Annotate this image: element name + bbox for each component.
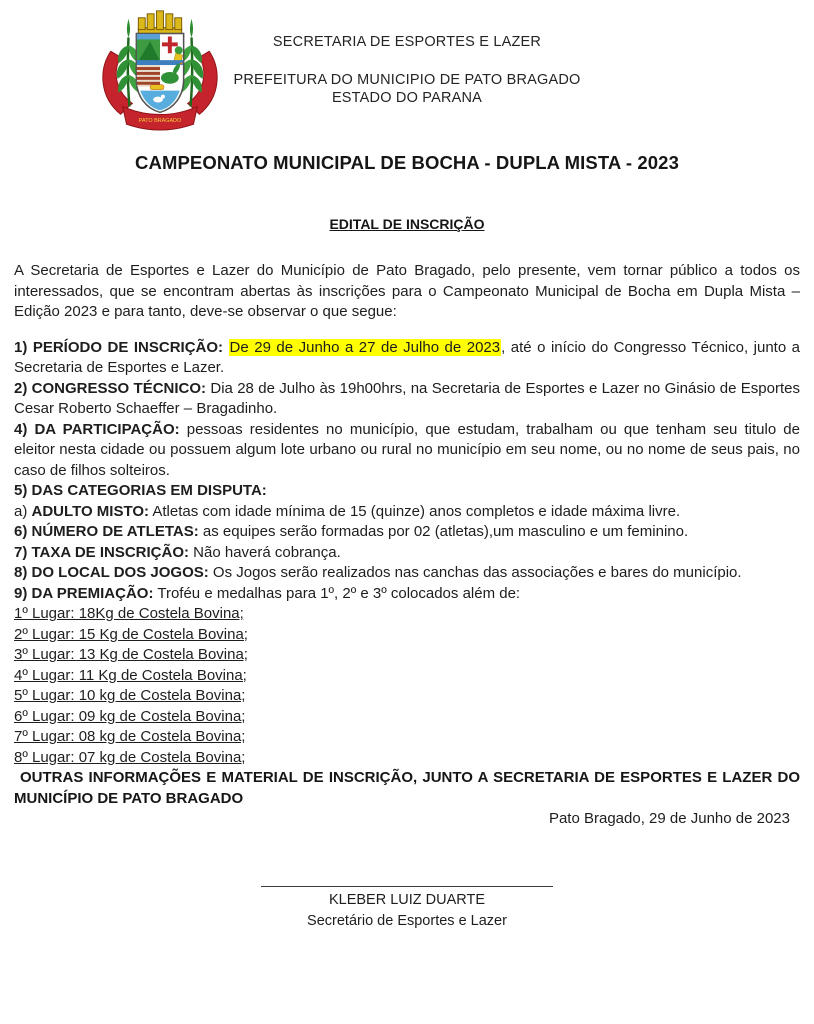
prize-text: 7º Lugar: 08 kg de Costela Bovina; (14, 728, 246, 745)
document-title: CAMPEONATO MUNICIPAL DE BOCHA - DUPLA MISTA - 2023 (135, 152, 679, 173)
prize-line-1 (14, 604, 800, 625)
item-text: Atletas com idade mínima de 15 (quinze) anos completos e idade máxima livre. (149, 502, 681, 520)
item-text: Não haverá cobrança. (189, 543, 341, 561)
intro-paragraph: A Secretaria de Esportes e Lazer do Município de Pato Bragado, pelo presente, vem tornar público a todos os interessados, que se encontram abertas às inscrições para o Campeonato Municipal de Bocha em Dupla Mista – Edição 2023 e para tanto, deve-se observar o que segue: (14, 262, 800, 320)
org-name-prefeitura: PREFEITURA DO MUNICIPIO DE PATO BRAGADO (233, 72, 581, 88)
prize-line-6 (14, 707, 800, 728)
signatory-name: KLEBER LUIZ DUARTE (328, 891, 486, 908)
item-congresso-tecnico (14, 379, 800, 420)
item-text: Dia 28 de Julho às 19h00hrs, na Secretaria de Esportes e Lazer no Ginásio de Esportes Cesar Roberto Schaeffer – Bragadinho. (14, 379, 800, 417)
prize-text: 4º Lugar: 11 Kg de Costela Bovina; (14, 666, 247, 684)
item-label: 4) DA PARTICIPAÇÃO: (14, 420, 180, 438)
prize-text: 3º Lugar: 13 Kg de Costela Bovina; (14, 646, 248, 663)
item-prefix: a) (14, 502, 32, 520)
municipal-crest-logo (95, 2, 225, 136)
item-adulto-misto (14, 502, 800, 523)
item-participacao (14, 420, 800, 482)
item-premiacao (14, 584, 800, 605)
prize-text: 2º Lugar: 15 Kg de Costela Bovina; (14, 625, 248, 643)
prize-line-5 (14, 686, 800, 707)
prize-text: 8º Lugar: 07 kg de Costela Bovina; (14, 748, 246, 766)
signature-block (14, 886, 800, 932)
document-header (0, 0, 814, 138)
item-label: 7) TAXA DE INSCRIÇÃO: (14, 543, 190, 561)
item-numero-atletas (14, 522, 800, 543)
prize-line-4 (14, 666, 800, 687)
item-text: pessoas residentes no município, que estudam, trabalham ou que tenham seu titulo de eleitor nesta cidade ou possuem algum lote urbano ou rural no município em seu nome, ou no nome de seus pais, no caso de filhos solteiros. (14, 420, 800, 479)
item-taxa-inscricao (14, 543, 800, 564)
item-categorias-disputa (14, 481, 800, 502)
info-note: OUTRAS INFORMAÇÕES E MATERIAL DE INSCRIÇÃO, JUNTO A SECRETARIA DE ESPORTES E LAZER DO MUNICÍPIO DE PATO BRAGADO (14, 769, 800, 807)
item-label: 6) NÚMERO DE ATLETAS: (14, 523, 199, 540)
item-label: 9) DA PREMIAÇÃO: (14, 584, 154, 602)
highlighted-inscription-period: De 29 de Junho a 27 de Julho de 2023 (229, 338, 501, 356)
org-name-secretaria: SECRETARIA DE ESPORTES E LAZER (272, 34, 542, 50)
item-label: 8) DO LOCAL DOS JOGOS: (14, 564, 209, 581)
prize-line-3 (14, 645, 800, 666)
item-label: ADULTO MISTO: (31, 502, 150, 520)
item-text: Os Jogos serão realizados nas canchas das associações e bares do município. (208, 564, 742, 581)
item-text: , até o início do Congresso Técnico, junto a Secretaria de Esportes e Lazer. (14, 338, 801, 376)
date-line: Pato Bragado, 29 de Junho de 2023 (548, 810, 790, 827)
item-label: 1) PERÍODO DE INSCRIÇÃO: (14, 338, 224, 356)
edict-items (14, 338, 800, 605)
prize-line-8 (14, 748, 800, 769)
signatory-role: Secretário de Esportes e Lazer (307, 912, 507, 929)
org-name-estado: ESTADO DO PARANA (331, 90, 483, 106)
edict-heading-wrap (0, 216, 814, 234)
item-periodo-inscricao (14, 338, 800, 379)
prize-text: 6º Lugar: 09 kg de Costela Bovina; (14, 707, 246, 725)
prize-text: 5º Lugar: 10 kg de Costela Bovina; (14, 687, 246, 704)
item-text: as equipes serão formadas por 02 (atletas),um masculino e um feminino. (198, 523, 689, 540)
prize-line-2 (14, 625, 800, 646)
crest-banner-text: PATO BRAGADO (138, 118, 182, 125)
edict-heading: EDITAL DE INSCRIÇÃO (329, 216, 485, 232)
signature-line (261, 886, 553, 887)
item-label: 5) DAS CATEGORIAS EM DISPUTA: (14, 482, 267, 499)
prize-line-7 (14, 727, 800, 748)
item-label: 2) CONGRESSO TÉCNICO: (14, 379, 207, 397)
prize-list (14, 604, 800, 768)
prize-text: 1º Lugar: 18Kg de Costela Bovina; (14, 605, 244, 622)
item-text: Troféu e medalhas para 1º, 2º e 3º colocados além de: (153, 584, 521, 602)
item-local-jogos (14, 563, 800, 584)
document-body (0, 261, 814, 932)
